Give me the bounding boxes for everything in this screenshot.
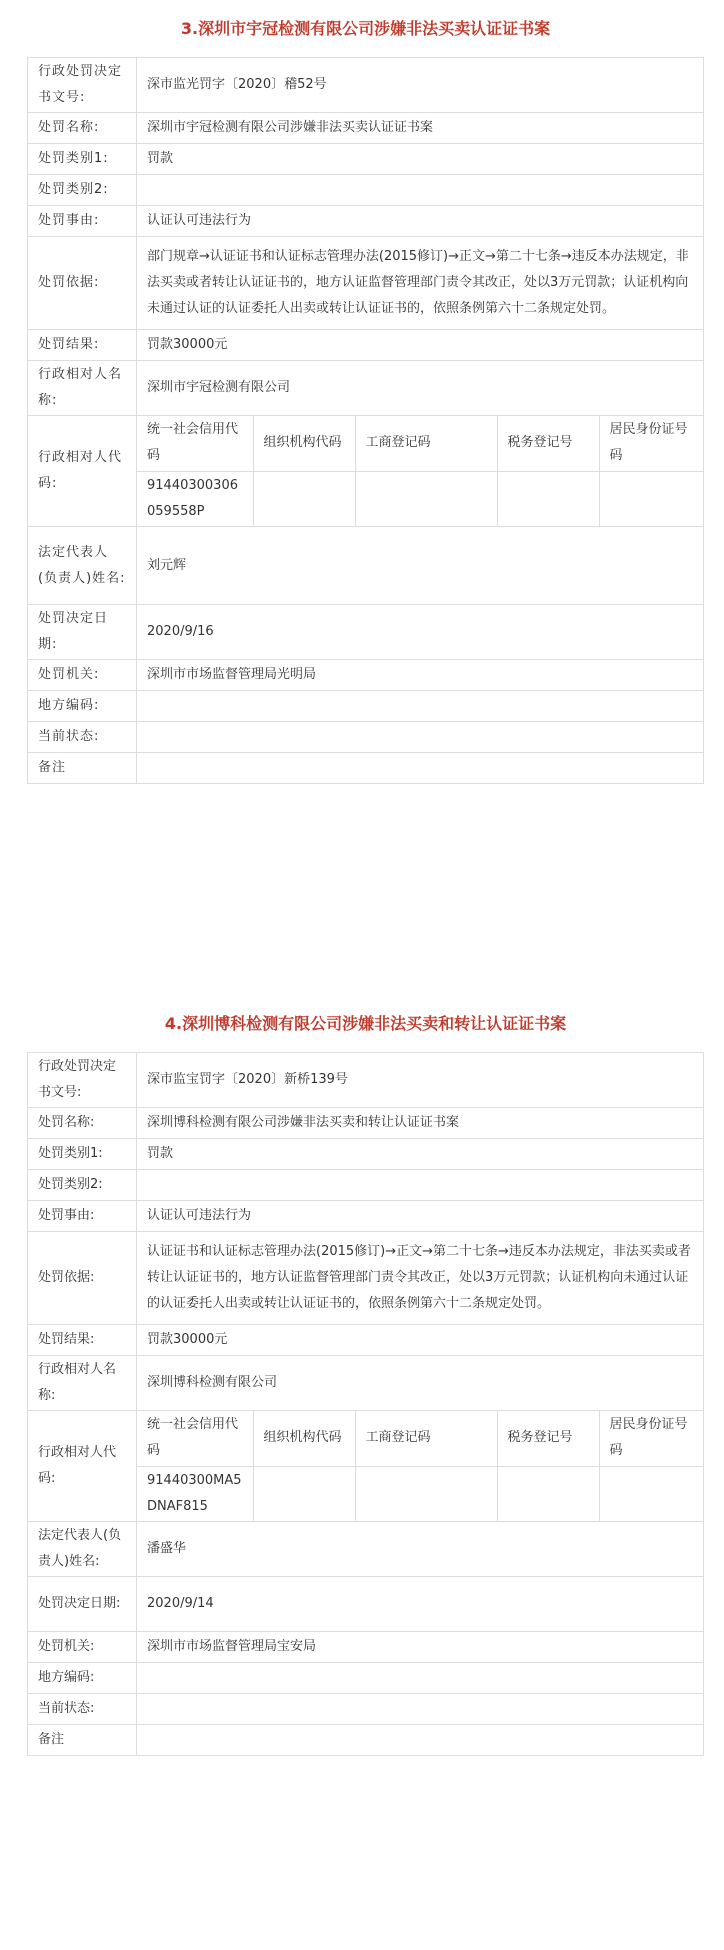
label-basis: 处罚依据:: [28, 1232, 137, 1325]
value-category2: [137, 175, 704, 206]
codes-header: 居民身份证号码: [599, 416, 703, 471]
party-codes-table: [137, 416, 703, 526]
value-category1: 罚款: [137, 144, 704, 175]
label-reason: 处罚事由:: [28, 206, 137, 237]
label-category1: 处罚类别1:: [28, 1139, 137, 1170]
codes-header: 统一社会信用代码: [147, 1417, 239, 1459]
label-basis: 处罚依据:: [28, 237, 137, 330]
codes-header: 组织机构代码: [253, 416, 355, 471]
label-authority: 处罚机关:: [28, 1632, 137, 1663]
label-party-code: 行政相对人代码:: [28, 1411, 137, 1522]
label-doc-no: 行政处罚决定书文号:: [28, 1053, 137, 1108]
value-party-name: 深圳博科检测有限公司: [137, 1356, 704, 1411]
party-codes-cell: [137, 1411, 704, 1522]
label-result: 处罚结果:: [28, 1325, 137, 1356]
party-codes-cell: [137, 416, 704, 527]
value-doc-no: 深市监宝罚字〔2020〕新桥139号: [137, 1053, 704, 1108]
value-category1: 罚款: [137, 1139, 704, 1170]
codes-header: 工商登记码: [355, 1411, 497, 1466]
value-legal-rep: 潘盛华: [137, 1522, 704, 1577]
value-party-name: 深圳市宇冠检测有限公司: [137, 361, 704, 416]
label-status: 当前状态:: [28, 722, 137, 753]
case-table: [27, 57, 704, 784]
label-category1: 处罚类别1:: [28, 144, 137, 175]
case-table: [27, 1052, 704, 1756]
label-region-code: 地方编码:: [28, 691, 137, 722]
value-status: [137, 722, 704, 753]
label-authority: 处罚机关:: [28, 660, 137, 691]
label-remarks: 备注: [28, 1725, 137, 1756]
label-case-name: 处罚名称:: [28, 1108, 137, 1139]
label-party-name: 行政相对人名称:: [28, 361, 137, 416]
label-legal-rep: 法定代表人(负责人)姓名:: [28, 1522, 137, 1577]
label-decision-date: 处罚决定日期:: [28, 1577, 137, 1632]
value-reason: 认证认可违法行为: [137, 206, 704, 237]
case-section: [27, 0, 704, 784]
codes-value: 91440300MA5DNAF815: [137, 1466, 253, 1521]
value-doc-no: 深市监光罚字〔2020〕稽52号: [137, 58, 704, 113]
value-result: 罚款30000元: [137, 1325, 704, 1356]
label-case-name: 处罚名称:: [28, 113, 137, 144]
value-remarks: [137, 753, 704, 784]
value-decision-date: 2020/9/16: [137, 605, 704, 660]
label-status: 当前状态:: [28, 1694, 137, 1725]
label-party-name: 行政相对人名称:: [28, 1356, 137, 1411]
value-case-name: 深圳博科检测有限公司涉嫌非法买卖和转让认证证书案: [137, 1108, 704, 1139]
value-result: 罚款30000元: [137, 330, 704, 361]
case-title: 4.深圳博科检测有限公司涉嫌非法买卖和转让认证证书案: [164, 1014, 567, 1033]
codes-value: [599, 471, 703, 526]
value-status: [137, 1694, 704, 1725]
value-case-name: 深圳市宇冠检测有限公司涉嫌非法买卖认证证书案: [137, 113, 704, 144]
label-category2: 处罚类别2:: [28, 1170, 137, 1201]
codes-value: [253, 471, 355, 526]
codes-value: [355, 471, 497, 526]
codes-header: 税务登记号: [497, 1411, 599, 1466]
value-region-code: [137, 1663, 704, 1694]
label-reason: 处罚事由:: [28, 1201, 137, 1232]
codes-value: 91440300306059558P: [137, 471, 253, 526]
codes-header: 工商登记码: [355, 416, 497, 471]
codes-header: 税务登记号: [497, 416, 599, 471]
value-legal-rep: 刘元辉: [137, 527, 704, 605]
case-title: 3.深圳市宇冠检测有限公司涉嫌非法买卖认证证书案: [180, 19, 551, 38]
value-region-code: [137, 691, 704, 722]
label-category2: 处罚类别2:: [28, 175, 137, 206]
value-authority: 深圳市市场监督管理局宝安局: [137, 1632, 704, 1663]
codes-header: 统一社会信用代码: [147, 422, 239, 464]
label-party-code: 行政相对人代码:: [28, 416, 137, 527]
codes-value: [253, 1466, 355, 1521]
codes-value: [497, 471, 599, 526]
value-authority: 深圳市市场监督管理局光明局: [137, 660, 704, 691]
codes-header: 组织机构代码: [253, 1411, 355, 1466]
value-basis: 部门规章→认证证书和认证标志管理办法(2015修订)→正文→第二十七条→违反本办法规定，非法买卖或者转让认证证书的，地方认证监督管理部门责令其改正，处以3万元罚款；认证机构向未通过认证的认证委托人出卖或转让认证证书的，依照条例第六十二条规定处罚。: [137, 237, 704, 330]
party-codes-table: [137, 1411, 703, 1521]
case-section: [27, 995, 704, 1756]
label-legal-rep: 法定代表人(负责人)姓名:: [28, 527, 137, 605]
label-result: 处罚结果:: [28, 330, 137, 361]
label-doc-no: 行政处罚决定书文号:: [28, 58, 137, 113]
label-decision-date: 处罚决定日期:: [28, 605, 137, 660]
value-basis: 认证证书和认证标志管理办法(2015修订)→正文→第二十七条→违反本办法规定，非法买卖或者转让认证证书的，地方认证监督管理部门责令其改正，处以3万元罚款；认证机构向未通过认证的认证委托人出卖或转让认证证书的，依照条例第六十二条规定处罚。: [137, 1232, 704, 1325]
codes-header: 居民身份证号码: [599, 1411, 703, 1466]
codes-value: [355, 1466, 497, 1521]
label-remarks: 备注: [28, 753, 137, 784]
value-decision-date: 2020/9/14: [137, 1577, 704, 1632]
label-region-code: 地方编码:: [28, 1663, 137, 1694]
value-category2: [137, 1170, 704, 1201]
value-remarks: [137, 1725, 704, 1756]
codes-value: [599, 1466, 703, 1521]
codes-value: [497, 1466, 599, 1521]
value-reason: 认证认可违法行为: [137, 1201, 704, 1232]
